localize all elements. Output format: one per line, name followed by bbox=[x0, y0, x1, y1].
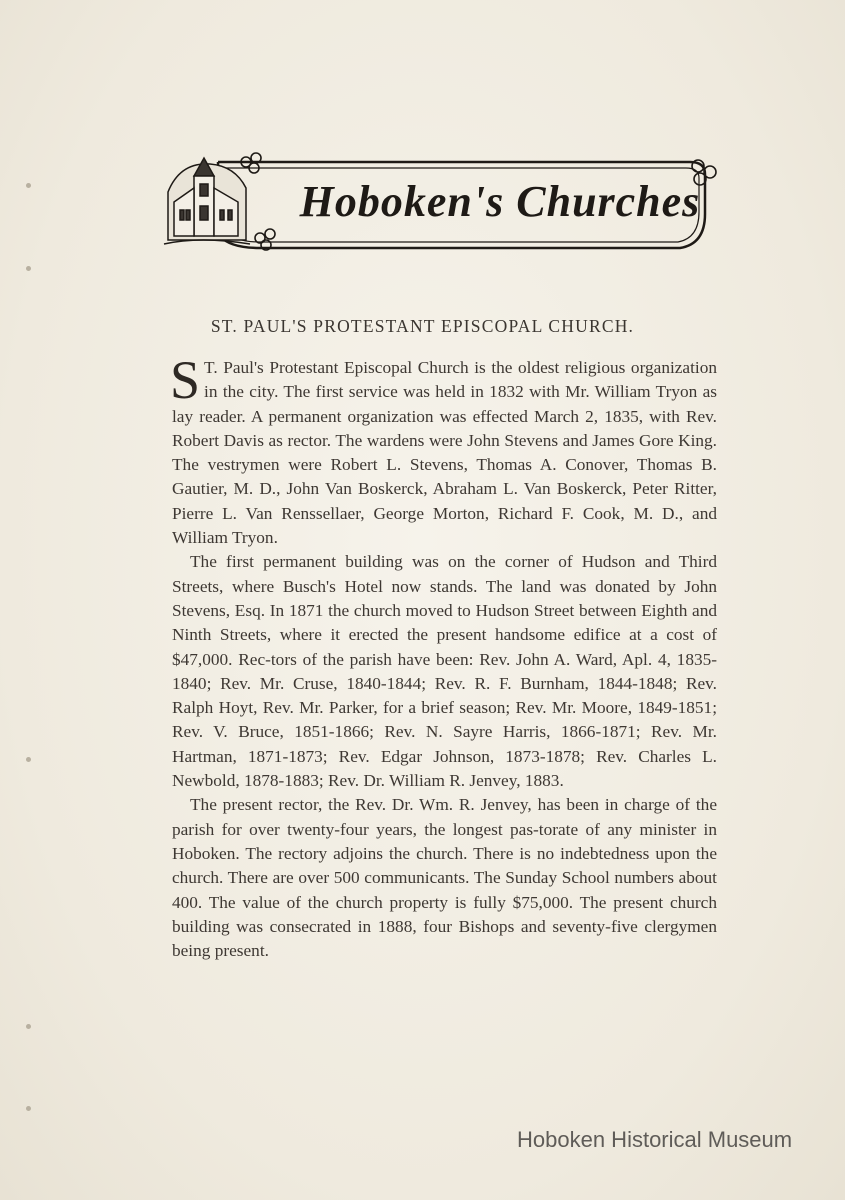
drop-cap: S bbox=[170, 350, 201, 410]
title-banner bbox=[160, 152, 720, 262]
binding-hole bbox=[26, 266, 31, 271]
paragraph-1-text: T. Paul's Protestant Episcopal Church is the oldest religious organization in the city. The first service was held in 1832 with Mr. William Tryon as lay reader. A permanent organization was effected March 2, 1835, with Rev. Robert Davis as rector. The wardens were John Stevens and James Gore King. The vestrymen were Robert L. Stevens, Thomas A. Conover, Thomas B. Gautier, M. D., John Van Boskerck, Abraham L. Van Boskerck, Peter Ritter, Pierre L. Van Renssellaer, George Morton, Richard F. Cook, M. D., and William Tryon. bbox=[172, 358, 717, 548]
binding-hole bbox=[26, 757, 31, 762]
banner-title: Hoboken's Churches bbox=[299, 177, 701, 226]
museum-watermark: Hoboken Historical Museum bbox=[517, 1127, 793, 1152]
binding-hole bbox=[26, 183, 31, 188]
church-illustration-icon bbox=[164, 158, 250, 244]
binding-hole bbox=[26, 1024, 31, 1029]
binding-hole bbox=[26, 1106, 31, 1111]
paragraph-2: The first permanent building was on the corner of Hudson and Third Streets, where Busch's Hotel now stands. The land was donated by John Stevens, Esq. In 1871 the church moved to Hudson Street between Eighth and Ninth Streets, where it erected the present handsome edifice at a cost of $47,000. Rec-tors of the parish have been: Rev. John A. Ward, Apl. 4, 1835-1840; Rev. Mr. Cruse, 1840-1844; Rev. R. F. Burnham, 1844-1848; Rev. Ralph Hoyt, Rev. Mr. Parker, for a brief season; Rev. Mr. Moore, 1849-1851; Rev. V. Bruce, 1851-1866; Rev. N. Sayre Harris, 1866-1871; Rev. Mr. Hartman, 1871-1873; Rev. Edgar Johnson, 1873-1878; Rev. Charles L. Newbold, 1878-1883; Rev. Dr. William R. Jenvey, 1883. bbox=[172, 552, 717, 791]
article-body bbox=[170, 350, 717, 963]
paragraph-1 bbox=[170, 350, 717, 550]
paragraph-3: The present rector, the Rev. Dr. Wm. R. Jenvey, has been in charge of the parish for over twenty-four years, the longest pas-torate of any minister in Hoboken. The rectory adjoins the church. There is no indebtedness upon the church. There are over 500 communicants. The Sunday School numbers about 400. The value of the church property is fully $75,000. The present church building was consecrated in 1888, four Bishops and seventy-five clergymen being present. bbox=[172, 795, 717, 961]
article-heading: ST. PAUL'S PROTESTANT EPISCOPAL CHURCH. bbox=[210, 316, 635, 336]
